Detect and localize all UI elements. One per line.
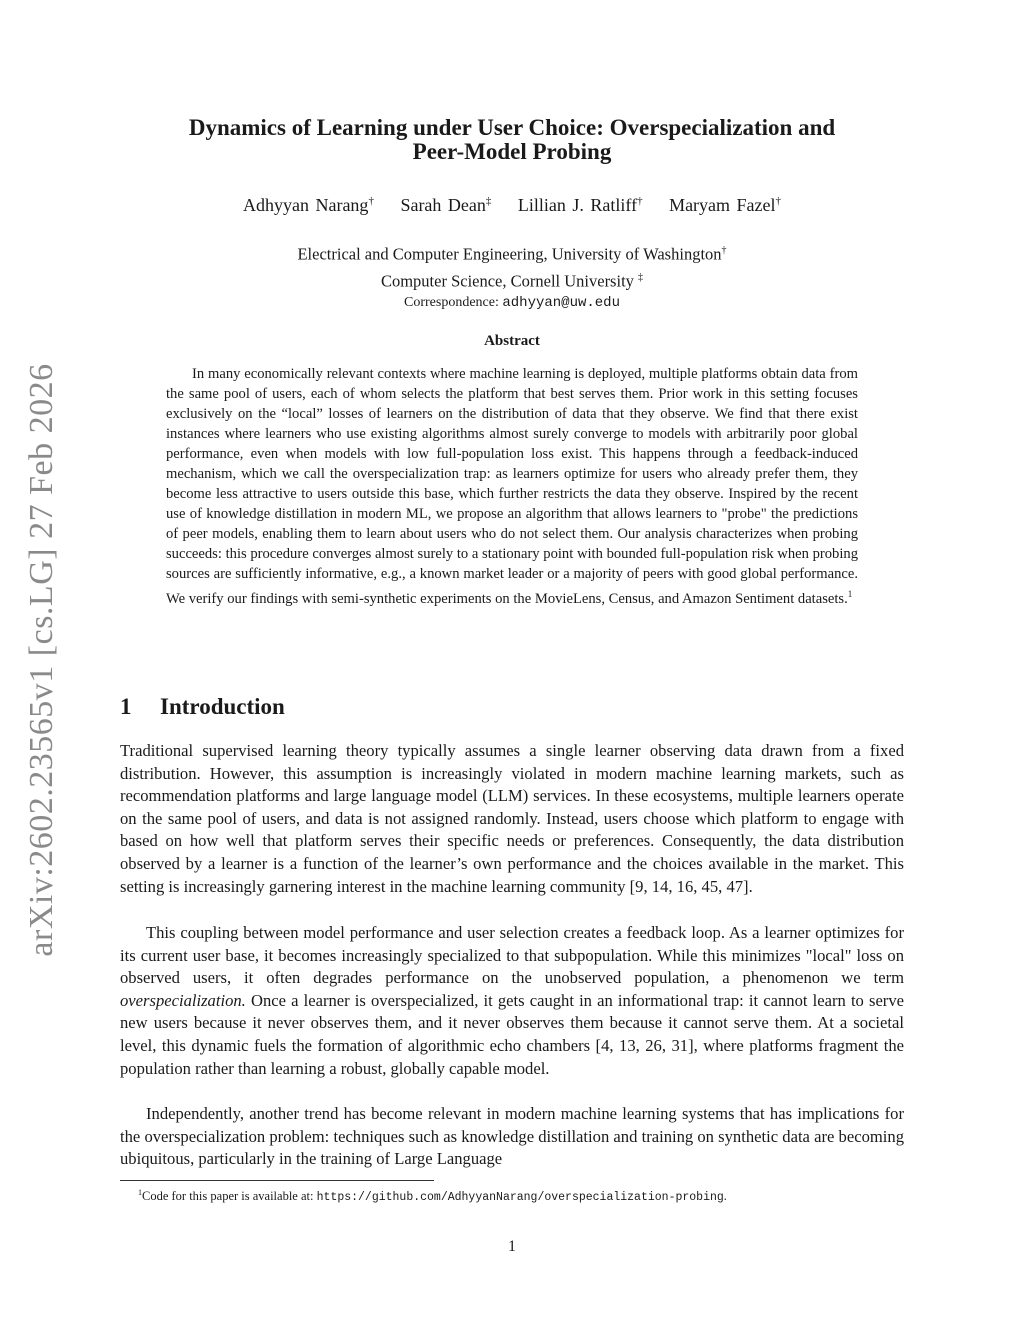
author: Sarah Dean‡ xyxy=(400,195,492,215)
affiliation: Electrical and Computer Engineering, University of Washington† xyxy=(297,244,727,264)
paragraph: Traditional supervised learning theory typically assumes a single learner observing data drawn from a fixed distribution. However, this assumption is increasingly violated in modern machine learning markets, such as recommendation platforms and large language model (LLM) services. In these ecosystems, multiple learners operate on the same pool of users, and data is not assigned randomly. Instead, users choose which platform to engage with based on how well that platform serves their specific needs or preferences. Consequently, the data distribution observed by a learner is a function of the learner’s own performance and the choices available in the market. This setting is increasingly garnering interest in the machine learning community [9, 14, 16, 45, 47]. xyxy=(120,741,904,896)
footnote: $^1$Code for this paper is available at: https://github.com/AdhyyanNarang/overspecialization-probing. xyxy=(138,1188,727,1205)
author-list xyxy=(120,189,904,217)
correspondence-label: Correspondence: xyxy=(404,295,503,310)
paper-title xyxy=(120,116,904,164)
emphasis: overspecialization. xyxy=(120,990,246,1010)
affiliations xyxy=(120,239,904,292)
abstract-heading: Abstract xyxy=(484,333,540,349)
section-title: Introduction xyxy=(160,694,285,719)
correspondence xyxy=(120,293,904,313)
correspondence-email[interactable]: adhyyan@uw.edu xyxy=(502,295,620,311)
footnote-divider xyxy=(120,1180,434,1181)
footnote-ref[interactable]: 1 xyxy=(847,589,853,599)
paragraph: This coupling between model performance and user selection creates a feedback loop. As a learner optimizes for its current user base, it becomes increasingly specialized to that subpopulation. While this minimizes "local" loss on observed users, it often degrades performance on the unobserved population, a phenomenon we term overspecialization. Once a learner is overspecialized, it gets caught in an informational trap: it cannot learn to serve new users because it never observes them, and it never observes them because it cannot serve them. At a societal level, this dynamic fuels the formation of algorithmic echo chambers [4, 13, 26, 31], where platforms fragment the population rather than learning a robust, globally capable model. xyxy=(120,923,904,1078)
arxiv-identifier: arXiv:2602.23565v1 [cs.LG] 27 Feb 2026 xyxy=(23,363,60,957)
author: Adhyyan Narang† xyxy=(242,195,374,215)
abstract-text: In many economically relevant contexts where machine learning is deployed, multiple platforms obtain data from the same pool of users, each of whom selects the platform that best serves them. Prior work in this setting focuses exclusively on the “local” losses of learners on the distribution of data that they observe. We find that there exist instances where learners who use existing algorithms almost surely converge to models with arbitrarily poor global performance, even when models with low full-population loss exist. This happens through a feedback-induced mechanism, which we call the overspecialization trap: as learners optimize for users who already prefer them, they become less attractive to users outside this base, which further restricts the data they observe. Inspired by the recent use of knowledge distillation in modern ML, we propose an algorithm that allows learners to "probe" the predictions of peer models, enabling them to learn about users who do not select them. Our analysis characterizes when probing succeeds: this procedure converges almost surely to a stationary point with bounded full-population risk when probing sources are sufficiently informative, e.g., a known market leader or a majority of peers with good global performance. We verify our findings with semi-synthetic experiments on the MovieLens, Census, and Amazon Sentiment datasets.$^1$ xyxy=(166,366,858,607)
title-line-2: Peer-Model Probing xyxy=(412,139,612,164)
paragraph: Independently, another trend has become relevant in modern machine learning systems that has implications for the overspecialization problem: techniques such as knowledge distillation and training on synthetic data are becoming ubiquitous, particularly in the training of Large Language xyxy=(120,1104,904,1169)
section-number: 1 xyxy=(120,694,132,719)
author: Lillian J. Ratliff† xyxy=(517,195,643,215)
page-number: 1 xyxy=(508,1238,516,1255)
author: Maryam Fazel† xyxy=(669,195,782,215)
section-heading xyxy=(120,694,285,720)
footnote-link[interactable]: https://github.com/AdhyyanNarang/overspecialization-probing xyxy=(316,1191,724,1205)
affiliation: Computer Science, Cornell University ‡ xyxy=(380,271,644,290)
title-line-1: Dynamics of Learning under User Choice: Overspecialization and xyxy=(188,115,836,140)
